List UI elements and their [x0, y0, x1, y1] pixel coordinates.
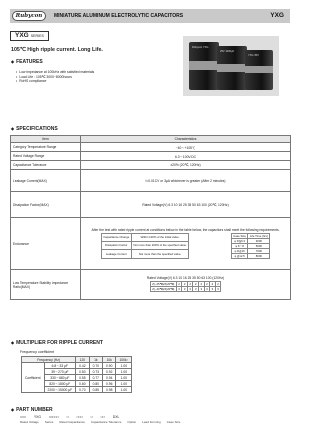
life-header: Life Time (hrs)	[249, 233, 268, 238]
ripple-freq-label: Frequency (Hz)	[37, 357, 60, 362]
capacitor-image	[245, 50, 273, 90]
lts-label: Z(−40℃)/Z(20℃)	[152, 287, 175, 291]
ripple-freq: 120	[76, 357, 89, 363]
pn-code: □	[66, 415, 69, 419]
ripple-cap: 6.8～33 μF	[44, 363, 76, 369]
table-row	[11, 170, 291, 192]
features-list	[16, 70, 94, 84]
life-cell: 7000	[248, 248, 270, 253]
spec-item: Endurance	[11, 218, 81, 270]
capacitor-print: 25V 1000μF	[220, 50, 235, 53]
endurance-key: Capacitance Change	[101, 233, 131, 241]
lts-cell: 3	[183, 287, 186, 291]
ripple-freq: 10k	[103, 357, 116, 363]
ripple-cell: 0.85	[89, 387, 102, 393]
lts-cell: 2	[200, 282, 203, 286]
life-table	[231, 233, 271, 259]
life-cell: φ ≧12.5	[231, 253, 248, 258]
header-series: YXG	[270, 12, 284, 19]
spec-header-item: Item	[11, 136, 81, 143]
table-row	[11, 152, 291, 161]
life-cell: φ D≦6.3	[231, 238, 248, 243]
spec-value: After the test with rated ripple current at conditions below in the table below, the capacitors shall meet the following requirements.	[91, 227, 280, 232]
ripple-cell: 0.80	[89, 381, 102, 387]
feature-item: • Low impedance at 100kHz with satisfied materials	[16, 70, 94, 75]
spec-header-char: Characteristics	[81, 136, 291, 143]
series-tag	[10, 31, 49, 41]
lts-cell: 2	[189, 282, 191, 286]
pn-label: Series	[44, 420, 54, 424]
lts-cell: 2	[194, 282, 197, 286]
ripple-cell: 0.92	[103, 369, 116, 375]
pn-label: Option	[127, 420, 137, 424]
table-row	[11, 218, 291, 270]
endurance-table	[101, 233, 190, 259]
life-cell: 8000	[248, 253, 270, 258]
ripple-coef-label: Coefficient	[22, 363, 45, 393]
life-header: Case Size	[233, 233, 246, 238]
life-cell: 3000	[248, 238, 270, 243]
ripple-cell: 0.42	[76, 363, 89, 369]
ripple-cell: 0.90	[103, 363, 116, 369]
capacitor-image	[217, 46, 247, 90]
spec-item: Capacitance Tolerance	[11, 161, 81, 170]
spec-value: −40～+105℃	[81, 143, 291, 152]
ripple-cell: 0.98	[103, 387, 116, 393]
lts-label: Z(−25℃)/Z(20℃)	[152, 282, 175, 286]
lts-cell: 3	[189, 287, 191, 291]
ripple-cell: 0.60	[76, 381, 89, 387]
ripple-cell: 0.70	[76, 387, 89, 393]
spec-item: Low Temperature Stability Impedance Ratio(MAX)	[11, 270, 81, 300]
spec-item: Rated Voltage Range	[11, 152, 81, 161]
spec-table	[10, 135, 291, 300]
pn-code: □□□	[20, 415, 26, 419]
spec-value: ±20% (20℃, 120Hz)	[81, 161, 291, 170]
endurance-key: Leakage Current	[101, 250, 131, 258]
ripple-cell: 1.00	[116, 363, 132, 369]
part-number-labels	[20, 420, 180, 424]
table-row	[11, 192, 291, 218]
lts-cell: 2	[178, 282, 180, 286]
capacitor-image	[189, 42, 219, 90]
ripple-cell: 1.00	[116, 387, 132, 393]
ripple-cap: 820～1800 μF	[44, 381, 76, 387]
ripple-cap: 39～270 μF	[44, 369, 76, 375]
ripple-table	[21, 356, 132, 393]
capacitor-print: Rubycon YXG	[192, 46, 209, 49]
lts-cell: 2	[183, 282, 186, 286]
series-name: YXG	[15, 32, 29, 39]
pn-code: □	[90, 415, 93, 419]
headline: 105℃ High ripple current. Long Life.	[11, 47, 103, 53]
spec-item: Dissipation Factor(MAX)	[11, 192, 81, 218]
ripple-cell: 1.00	[116, 369, 132, 375]
header-title: MINIATURE ALUMINUM ELECTROLYTIC CAPACITORS	[54, 13, 184, 19]
ripple-cell: 0.73	[89, 369, 102, 375]
lts-table	[150, 281, 222, 292]
endurance-key: Dissipation Factor	[101, 241, 131, 249]
header-bar	[10, 9, 290, 23]
spec-item: Leakage Current(MAX)	[11, 170, 81, 192]
ripple-cell: 0.55	[76, 375, 89, 381]
features-title: ◆ FEATURES	[11, 59, 43, 65]
feature-item: • RoHS compliance	[16, 79, 94, 84]
specifications-title: ◆ SPECIFICATIONS	[11, 126, 58, 132]
ripple-subtitle: Frequency coefficient	[20, 350, 55, 354]
table-row	[11, 143, 291, 152]
endurance-val: Not more than the specified value.	[131, 250, 188, 258]
pn-label: Rated Capacitance	[59, 420, 85, 424]
endurance-val: Within ±20% of the initial value.	[131, 233, 188, 241]
spec-value: Rated Voltage(V) 6.3 10 16 25 35 50 63 100 (120Hz)	[146, 276, 225, 280]
pn-code: □□□	[76, 415, 83, 419]
lts-cell: 3	[206, 287, 208, 291]
pn-code: □□□□□	[48, 415, 59, 419]
lts-cell: 3	[211, 287, 214, 291]
spec-value: I=0.01CV or 3μA whichever is greater (After 2 minutes)	[81, 170, 291, 192]
lts-cell: 3	[200, 287, 203, 291]
part-number-codes	[20, 415, 119, 419]
ripple-cell: 1.00	[116, 375, 132, 381]
spec-value: 6.3～100V.DC	[81, 152, 291, 161]
spec-value: Rated Voltage(V) 6.3 10 16 25 35 50 63 100 (20℃, 120Hz)	[81, 192, 291, 218]
lts-cell: 2	[217, 282, 219, 286]
ripple-cell: 0.94	[103, 375, 116, 381]
lts-cell: 3	[217, 287, 219, 291]
pn-label: Case Size	[166, 420, 181, 424]
life-cell: φ D≧10	[231, 248, 248, 253]
feature-item: • Load Life : 105℃ 3000~8000hours	[16, 75, 94, 80]
life-cell: φ 8～8	[231, 243, 248, 248]
lts-cell: 2	[206, 282, 208, 286]
pn-code: YXG	[33, 415, 41, 419]
ripple-cap: 330～680 μF	[44, 375, 76, 381]
life-cell: 5000	[248, 243, 270, 248]
ripple-title: ◆ MULTIPLIER FOR RIPPLE CURRENT	[11, 340, 103, 346]
table-row	[11, 270, 291, 300]
pn-label: Capacitance Tolerance	[90, 420, 122, 424]
series-suffix: SERIES	[30, 34, 44, 38]
ripple-cell: 0.77	[89, 375, 102, 381]
pn-code: □□	[100, 415, 105, 419]
ripple-freq: 100k↑	[116, 357, 132, 363]
lts-cell: 2	[211, 282, 214, 286]
spec-item: Category Temperature Range	[11, 143, 81, 152]
ripple-cell: 0.50	[76, 369, 89, 375]
ripple-cell: 0.70	[89, 363, 102, 369]
capacitor-print: YXG 35V	[248, 54, 259, 57]
part-number-title: ◆ PART NUMBER	[11, 407, 53, 413]
endurance-val: Not more than 200% of the specified value.	[131, 241, 188, 249]
ripple-freq: 1k	[89, 357, 102, 363]
pn-code: DXL	[112, 415, 120, 419]
brand-logo: Rubycon	[12, 11, 46, 21]
ripple-cap: 2200～15000 μF	[44, 387, 76, 393]
ripple-cell: 0.96	[103, 381, 116, 387]
product-photo	[183, 36, 279, 96]
pn-label: Lead Forming	[142, 420, 161, 424]
ripple-cell: 1.00	[116, 381, 132, 387]
pn-label: Rated Voltage	[20, 420, 39, 424]
lts-cell: 3	[194, 287, 197, 291]
lts-cell: 3	[178, 287, 180, 291]
table-row	[11, 161, 291, 170]
